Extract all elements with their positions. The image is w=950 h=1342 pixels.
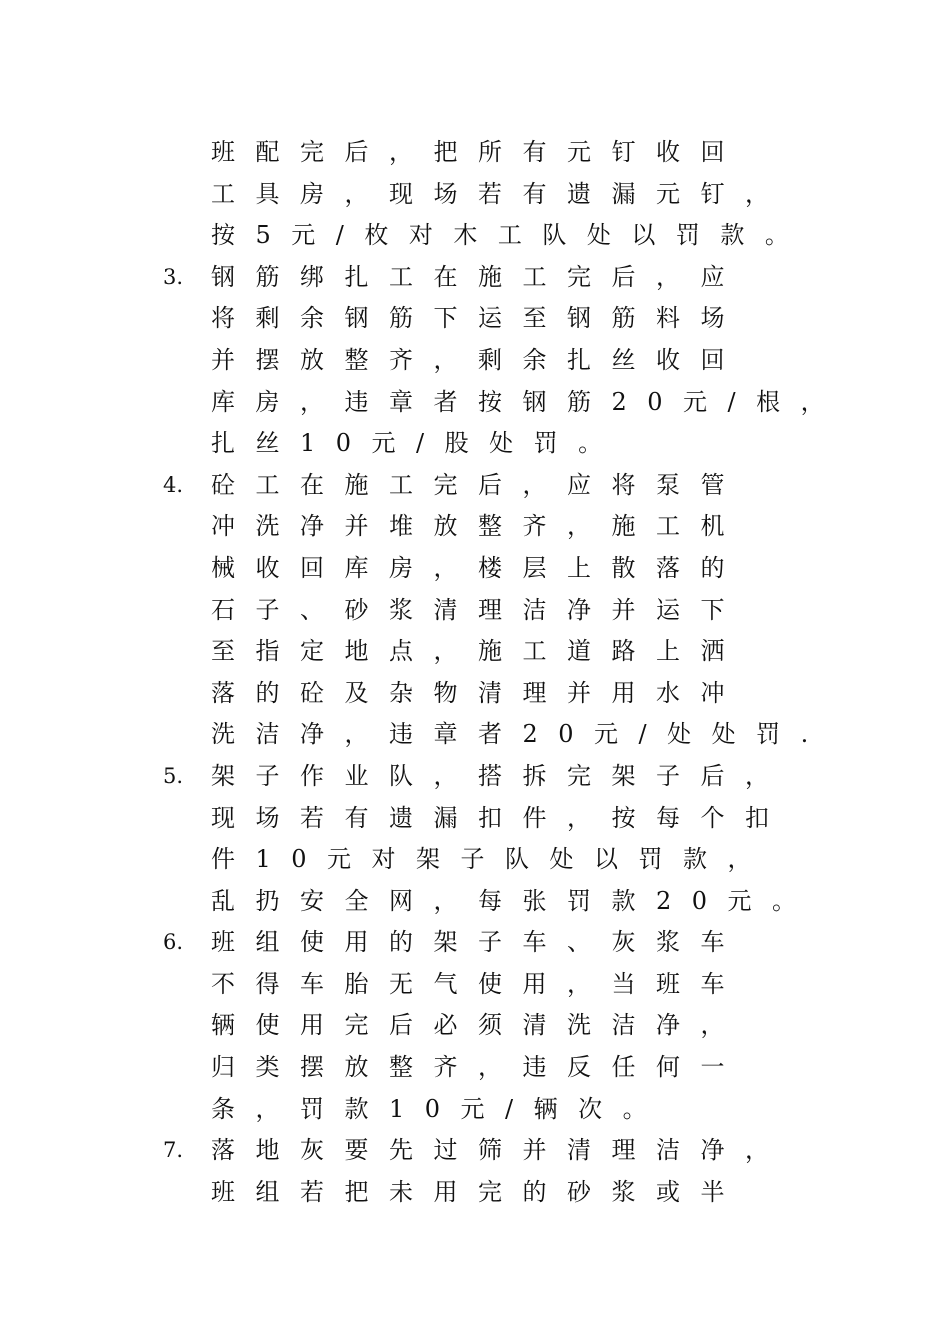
line-text: 现场若有遗漏扣件，按每个扣: [211, 803, 790, 832]
item-number: 6.: [163, 930, 184, 955]
line-text: 至指定地点，施工道路上洒: [211, 637, 745, 666]
text-line: [163, 174, 803, 216]
item-number: 7.: [163, 1138, 184, 1163]
text-line: [163, 922, 803, 964]
text-line: [163, 1089, 803, 1131]
text-line: [163, 1130, 803, 1172]
line-text: 架子作业队，搭拆完架子后，: [211, 761, 790, 790]
line-text: 砼工在施工完后，应将泵管: [211, 470, 745, 499]
text-line: [163, 881, 817, 923]
text-line: [163, 1047, 803, 1089]
line-text: 按5元/枚对木工队处以罚款。: [211, 221, 810, 250]
line-text: 械收回库房，楼层上散落的: [211, 553, 745, 582]
line-text: 不得车胎无气使用，当班车: [211, 969, 745, 998]
text-line: [163, 506, 803, 548]
line-text: 石子、砂浆清理洁净并运下: [211, 595, 745, 624]
text-line: [163, 548, 803, 590]
item-number: 4.: [163, 472, 184, 497]
line-text: 将剩余钢筋下运至钢筋料场: [211, 304, 745, 333]
text-line: [163, 298, 803, 340]
text-line: [163, 839, 803, 881]
text-line: [163, 340, 803, 382]
line-text: 工具房，现场若有遗漏元钉，: [211, 179, 790, 208]
line-text: 并摆放整齐，剩余扎丝收回: [211, 345, 745, 374]
line-text: 班配完后，把所有元钉收回: [211, 138, 745, 166]
text-line: [163, 714, 829, 756]
line-text: 乱扔安全网，每张罚款20元。: [211, 886, 817, 915]
text-line: [163, 756, 803, 798]
line-text: 辆使用完后必须清洗洁净，: [211, 1011, 745, 1040]
line-text: 扎丝10元/股处罚。: [211, 429, 623, 458]
text-line: [163, 590, 803, 632]
line-text: 归类摆放整齐，违反任何一: [211, 1053, 745, 1082]
text-line: [163, 423, 803, 465]
text-line: [163, 257, 803, 299]
text-line: [163, 215, 810, 257]
line-text: 落地灰要先过筛并清理洁净，: [211, 1136, 790, 1165]
text-line: [163, 132, 803, 174]
document-body: [163, 132, 846, 1213]
text-line: [163, 798, 803, 840]
text-line: [163, 631, 803, 673]
text-line: [163, 382, 846, 424]
line-text: 洗洁净，违章者20元/处处罚.: [211, 720, 829, 749]
line-text: 班组若把未用完的砂浆或半: [211, 1177, 745, 1206]
item-number: 3.: [163, 264, 184, 289]
text-line: [163, 673, 803, 715]
line-text: 冲洗净并堆放整齐，施工机: [211, 512, 745, 541]
text-line: [163, 465, 803, 507]
line-text: 件10元对架子队处以罚款，: [211, 845, 773, 874]
line-text: 落的砼及杂物清理并用水冲: [211, 678, 745, 707]
line-text: 条，罚款10元/辆次。: [211, 1094, 668, 1123]
item-number: 5.: [163, 763, 184, 788]
text-line: [163, 1172, 803, 1214]
text-line: [163, 964, 803, 1006]
line-text: 钢筋绑扎工在施工完后，应: [211, 262, 745, 291]
text-line: [163, 1005, 803, 1047]
line-text: 班组使用的架子车、灰浆车: [211, 928, 745, 957]
line-text: 库房，违章者按钢筋20元/根，: [211, 387, 846, 416]
